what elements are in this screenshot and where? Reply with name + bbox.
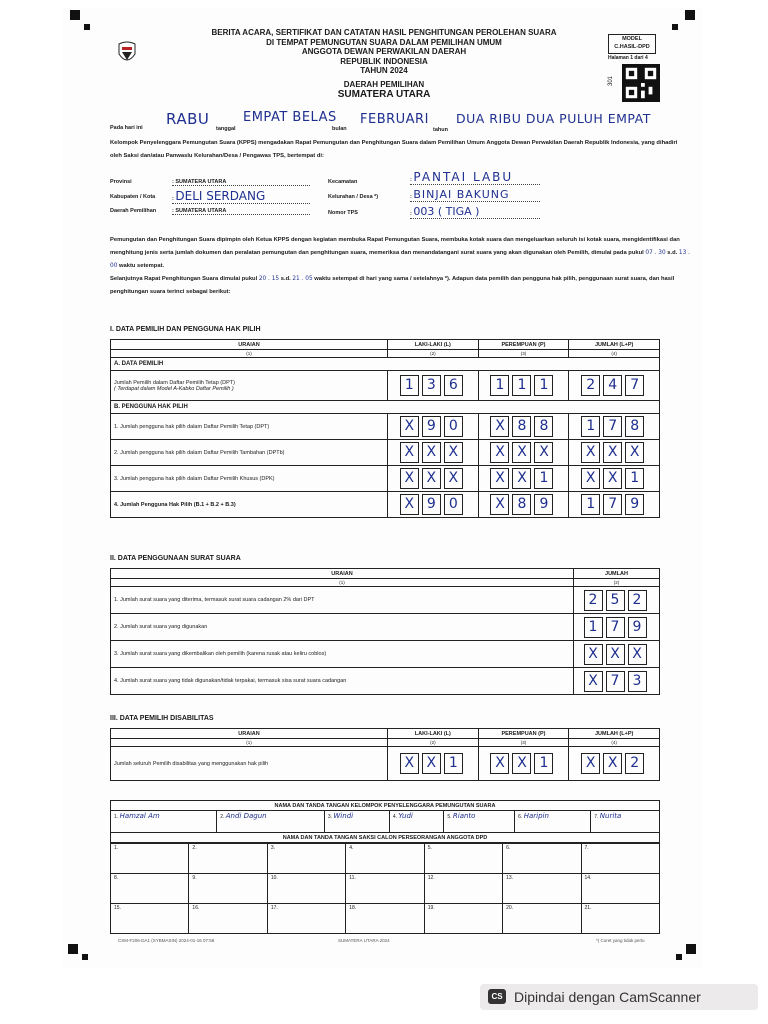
header-line-6: DAERAH PEMILIHAN [343, 79, 425, 89]
digit-box: 1 [400, 375, 419, 396]
s3-r1-j [569, 747, 660, 781]
kpps-row [111, 811, 660, 833]
s3-r1-p [478, 747, 569, 781]
digit-box: X [603, 753, 622, 774]
digit-box: 4 [603, 375, 622, 396]
digit-box: X [534, 442, 553, 463]
saksi-signature-cell: 21. [581, 904, 659, 934]
cat-a: A. DATA PEMILIH [111, 358, 660, 371]
header-line-7: SUMATERA UTARA [337, 89, 431, 100]
b4-label: 4. Jumlah Pengguna Hak Pilih (B.1 + B.2 + B.3) [111, 492, 388, 518]
saksi-signature-table [110, 843, 660, 934]
kecamatan-value: : PANTAI LABU [410, 170, 540, 185]
tps-label: Nomor TPS [328, 210, 358, 216]
digit-box: X [400, 468, 419, 489]
page-number: Halaman 1 dari 4 [608, 55, 648, 61]
camscanner-watermark [480, 984, 758, 1010]
s3-n4: (4) [569, 739, 660, 747]
kpps-number: 2. [220, 814, 226, 820]
tanggal-label: tanggal [216, 126, 236, 132]
saksi-signature-cell: 9. [189, 874, 267, 904]
header-line-4: REPUBLIK INDONESIA [340, 56, 428, 66]
saksi-signature-cell: 2. [189, 844, 267, 874]
tahun-label: tahun [433, 127, 448, 133]
digit-box: 1 [444, 753, 463, 774]
tanggal-value: EMPAT BELAS [243, 110, 337, 125]
footer-mid: SUMATERA UTARA 2024 [338, 938, 390, 943]
digit-box: X [422, 442, 441, 463]
digit-box: 2 [628, 590, 647, 611]
count-start-text: Selanjutnya Rapat Penghitungan Suara dimulai pukul [110, 276, 258, 282]
kpps-signature: Haripin [523, 812, 549, 820]
s1-n3: (3) [478, 350, 569, 358]
digit-box: X [606, 644, 625, 665]
digit-box: X [444, 468, 463, 489]
hari-value: RABU [166, 110, 210, 128]
s2-r2-value [574, 614, 660, 641]
s3-col-uraian: URAIAN [111, 729, 388, 739]
tps-text: 003 ( TIGA ) [413, 205, 480, 218]
saksi-signature-cell: 5. [424, 844, 502, 874]
s1-col-l: LAKI-LAKI (L) [388, 340, 479, 350]
kabupaten-value: : DELI SERDANG [172, 189, 310, 204]
s3-n3: (3) [478, 739, 569, 747]
provinsi-value: : SUMATERA UTARA [172, 179, 310, 186]
s3-n1: (1) [111, 739, 388, 747]
digit-box: 1 [625, 468, 644, 489]
saksi-signature-cell: 14. [581, 874, 659, 904]
b3-j [569, 466, 660, 492]
digit-box: X [584, 671, 603, 692]
kpps-number: 7. [594, 814, 600, 820]
digit-box: X [490, 753, 509, 774]
kpps-signature-cell [389, 811, 443, 833]
section-1-title: I. DATA PEMILIH DAN PENGGUNA HAK PILIH [110, 326, 261, 333]
digit-box: 1 [534, 375, 553, 396]
s3-col-l: LAKI-LAKI (L) [388, 729, 479, 739]
registration-mark-bottom-right-small [676, 954, 682, 960]
footer-right: *) Coret yang tidak perlu [596, 938, 645, 943]
digit-box: X [603, 468, 622, 489]
model-box [608, 34, 656, 54]
saksi-signature-cell: 20. [503, 904, 581, 934]
end-time-1: 13 . 00 [110, 250, 690, 269]
kpps-signature: Rianto [452, 812, 476, 820]
provinsi-label: Provinsi [110, 179, 132, 185]
time-1-tail: waktu setempat. [119, 263, 165, 269]
digit-box: X [512, 753, 531, 774]
s2-n1: (1) [111, 579, 574, 587]
s2-r1-label: 1. Jumlah surat suara yang diterima, termasuk surat suara cadangan 2% dari DPT [111, 587, 574, 614]
s2-r2-label: 2. Jumlah surat suara yang digunakan [111, 614, 574, 641]
s3-col-j: JUMLAH (L+P) [569, 729, 660, 739]
s3-col-p: PEREMPUAN (P) [478, 729, 569, 739]
saksi-signature-cell: 12. [424, 874, 502, 904]
digit-box: 9 [625, 494, 644, 515]
saksi-signature-cell: 1. [111, 844, 189, 874]
model-code: C.HASIL-DPD [614, 44, 650, 50]
section-1-table [110, 339, 660, 518]
digit-box: 8 [625, 416, 644, 437]
s2-r1-value [574, 587, 660, 614]
end-time-2: 21 . 05 [292, 276, 313, 282]
digit-box: 3 [628, 671, 647, 692]
digit-box: 9 [422, 416, 441, 437]
digit-box: 5 [606, 590, 625, 611]
digit-box: X [444, 442, 463, 463]
digit-box: 1 [534, 468, 553, 489]
digit-box: 2 [625, 753, 644, 774]
b2-label: 2. Jumlah pengguna hak pilih dalam Daftar Pemilih Tambahan (DPTb) [111, 440, 388, 466]
b4-p [478, 492, 569, 518]
digit-box: 1 [584, 617, 603, 638]
section-2-table [110, 568, 660, 695]
digit-box: 1 [581, 416, 600, 437]
s2-n2: (2) [574, 579, 660, 587]
kpps-signature-table [110, 800, 660, 843]
kabupaten-text: DELI SERDANG [175, 189, 266, 203]
kpps-signature: Nurita [599, 812, 622, 820]
dpt-p [478, 371, 569, 401]
digit-box: 9 [422, 494, 441, 515]
dpt-label [111, 371, 388, 401]
digit-box: X [400, 494, 419, 515]
registration-mark-bottom-left-small [82, 954, 88, 960]
start-time-1-sd: s.d. [667, 250, 678, 256]
header-line-2: DI TEMPAT PEMUNGUTAN SUARA DALAM PEMILIHAN UMUM [266, 37, 502, 47]
saksi-signature-cell: 16. [189, 904, 267, 934]
saksi-signature-cell: 7. [581, 844, 659, 874]
digit-box: X [400, 416, 419, 437]
model-label: MODEL [622, 36, 642, 42]
digit-box: 1 [490, 375, 509, 396]
kabupaten-label: Kabupaten / Kota [110, 194, 156, 200]
digit-box: 1 [534, 753, 553, 774]
b1-j [569, 414, 660, 440]
process-text: Pemungutan dan Penghitungan Suara dipimpin oleh Ketua KPPS dengan kegiatan membuka Rapat Pemungutan Suara, membuka kotak suara dan mengeluarkan seluruh isi kotak suara, mengidentifikasi dan menghitung jenis serta jumlah dokumen dan peralatan pemungutan dan penghitungan suara, memeriksa dan menandatangani surat suara yang akan digunakan oleh Pemilih, dimulai pada pukul [110, 237, 680, 256]
s2-r3-value [574, 641, 660, 668]
dapil-value: : SUMATERA UTARA [172, 208, 310, 215]
kecamatan-text: PANTAI LABU [413, 170, 514, 184]
kelurahan-label: Kelurahan / Desa *) [328, 194, 379, 200]
saksi-signature-cell: 19. [424, 904, 502, 934]
dapil-label: Daerah Pemilihan [110, 208, 157, 214]
footer-left: CSM-F206-DA1 (SYBMASIN) 2024-01-16 07:58 [118, 938, 215, 943]
b3-label: 3. Jumlah pengguna hak pilih dalam Daftar Pemilih Khusus (DPK) [111, 466, 388, 492]
s1-n2: (2) [388, 350, 479, 358]
kpps-signature: Windi [333, 812, 354, 820]
registration-mark-bottom-right [686, 944, 696, 954]
s2-r4-label: 4. Jumlah surat suara yang tidak digunakan/tidak terpakai, termasuk sisa surat suara cadangan [111, 668, 574, 695]
header-line-5: TAHUN 2024 [360, 66, 408, 75]
tps-code: 301 [608, 75, 615, 87]
digit-box: X [490, 494, 509, 515]
b1-l [388, 414, 479, 440]
digit-box: X [400, 442, 419, 463]
qr-code-icon [622, 64, 660, 102]
b2-j [569, 440, 660, 466]
saksi-title: NAMA DAN TANDA TANGAN SAKSI CALON PERSEORANGAN ANGGOTA DPD [111, 833, 660, 843]
dpt-l [388, 371, 479, 401]
kpps-number: 1. [114, 814, 120, 820]
kpps-signature: Hamzal Am [119, 812, 160, 820]
pada-hari-ini-label: Pada hari ini [110, 125, 143, 131]
b1-p [478, 414, 569, 440]
digit-box: X [490, 442, 509, 463]
digit-box: X [512, 442, 531, 463]
s2-col-j: JUMLAH [574, 569, 660, 579]
saksi-signature-cell: 18. [346, 904, 424, 934]
s2-r4-value [574, 668, 660, 695]
b2-p [478, 440, 569, 466]
registration-mark-top-right [685, 10, 695, 20]
start-time-1: 07 . 30 [645, 250, 666, 256]
dpt-text: Jumlah Pemilih dalam Daftar Pemilih Tetap (DPT) [114, 379, 235, 386]
digit-box: 0 [444, 416, 463, 437]
digit-box: 7 [603, 494, 622, 515]
s1-n4: (4) [569, 350, 660, 358]
s3-n2: (2) [388, 739, 479, 747]
digit-box: X [625, 442, 644, 463]
header-line-3: ANGGOTA DEWAN PERWAKILAN DAERAH [301, 47, 467, 56]
kpps-signature: Yudi [398, 812, 413, 820]
bulan-value: FEBRUARI [360, 112, 429, 127]
b4-j [569, 492, 660, 518]
digit-box: 1 [512, 375, 531, 396]
kpps-number: 6. [518, 814, 524, 820]
tahun-value: DUA RIBU DUA PULUH EMPAT [456, 111, 651, 126]
b2-l [388, 440, 479, 466]
saksi-signature-cell: 15. [111, 904, 189, 934]
s1-col-j: JUMLAH (L+P) [569, 340, 660, 350]
cat-b: B. PENGGUNA HAK PILIH [111, 401, 660, 414]
digit-box: 9 [534, 494, 553, 515]
kpps-signature-cell [591, 811, 660, 833]
digit-box: X [422, 753, 441, 774]
digit-box: X [581, 468, 600, 489]
digit-box: 7 [606, 671, 625, 692]
digit-box: 3 [422, 375, 441, 396]
kpps-number: 4. [392, 814, 399, 820]
camscanner-icon: CS [488, 989, 506, 1004]
dpt-note: ( Terdapat dalam Model A-Kabko Daftar Pemilih ) [114, 385, 234, 392]
saksi-signature-cell: 13. [503, 874, 581, 904]
dpt-j [569, 371, 660, 401]
kpps-number: 5. [447, 814, 453, 820]
s3-r1-l [388, 747, 479, 781]
digit-box: 8 [512, 494, 531, 515]
s3-r1-label: Jumlah seluruh Pemilih disabilitas yang menggunakan hak pilih [111, 747, 388, 781]
digit-box: 7 [625, 375, 644, 396]
saksi-signature-cell: 6. [503, 844, 581, 874]
digit-box: 0 [444, 494, 463, 515]
s1-col-p: PEREMPUAN (P) [478, 340, 569, 350]
saksi-signature-cell: 17. [267, 904, 345, 934]
digit-box: X [512, 468, 531, 489]
saksi-signature-cell: 10. [267, 874, 345, 904]
count-tail-text: waktu setempat di hari yang sama / setelahnya *). Adapun data pemilih dan pengguna hak pilih, penggunaan surat suara, dan hasil penghitungan suara terinci sebagai berikut: [110, 276, 675, 295]
digit-box: X [422, 468, 441, 489]
digit-box: X [490, 468, 509, 489]
bulan-label: bulan [332, 126, 347, 132]
start-time-2-sd: s.d. [280, 276, 291, 282]
section-3-title: III. DATA PEMILIH DISABILITAS [110, 715, 214, 722]
digit-box: X [490, 416, 509, 437]
s1-col-uraian: URAIAN [111, 340, 388, 350]
b3-p [478, 466, 569, 492]
section-3-table [110, 728, 660, 781]
saksi-signature-cell: 4. [346, 844, 424, 874]
b4-l [388, 492, 479, 518]
b3-l [388, 466, 479, 492]
kpps-title: NAMA DAN TANDA TANGAN KELOMPOK PENYELENGGARA PEMUNGUTAN SUARA [111, 801, 660, 811]
digit-box: X [584, 644, 603, 665]
digit-box: X [400, 753, 419, 774]
kpps-signature: Andi Dagun [225, 812, 267, 820]
kpps-signature-cell [217, 811, 325, 833]
section-2-title: II. DATA PENGGUNAAN SURAT SUARA [110, 555, 241, 562]
digit-box: 8 [512, 416, 531, 437]
digit-box: X [581, 442, 600, 463]
digit-box: X [628, 644, 647, 665]
kelurahan-value: : BINJAI BAKUNG [410, 188, 540, 202]
camscanner-text: Dipindai dengan CamScanner [514, 989, 701, 1005]
kpps-signature-cell [444, 811, 515, 833]
intro-paragraph: Kelompok Penyelenggara Pemungutan Suara (KPPS) mengadakan Rapat Pemungutan dan Penghitungan Suara dalam Pemilihan Umum Anggota Dewan Perwakilan Daerah Republik Indonesia, yang dihadiri oleh Saksi dan/atau Panwaslu Kelurahan/Desa / Pengawas TPS, bertempat di: [110, 140, 678, 159]
process-paragraph [110, 234, 690, 299]
digit-box: 7 [606, 617, 625, 638]
digit-box: 2 [581, 375, 600, 396]
start-time-2: 20 . 15 [258, 276, 280, 282]
digit-box: 6 [444, 375, 463, 396]
kecamatan-label: Kecamatan [328, 179, 358, 185]
kpps-signature-cell [111, 811, 217, 833]
header-line-1: BERITA ACARA, SERTIFIKAT DAN CATATAN HASIL PENGHITUNGAN PEROLEHAN SUARA [211, 28, 557, 37]
kelurahan-text: BINJAI BAKUNG [413, 188, 510, 201]
kpps-signature-cell [324, 811, 389, 833]
digit-box: 9 [628, 617, 647, 638]
provinsi-text: SUMATERA UTARA [175, 179, 227, 185]
registration-mark-top-left [70, 10, 80, 20]
dapil-text: SUMATERA UTARA [175, 208, 227, 214]
tps-value: : 003 ( TIGA ) [410, 205, 540, 219]
kpps-signature-cell [515, 811, 591, 833]
kpps-number: 3. [327, 814, 334, 820]
digit-box: 2 [584, 590, 603, 611]
s1-n1: (1) [111, 350, 388, 358]
digit-box: 8 [534, 416, 553, 437]
digit-box: 7 [603, 416, 622, 437]
digit-box: X [581, 753, 600, 774]
registration-mark-bottom-left [68, 944, 78, 954]
s2-r3-label: 3. Jumlah surat suara yang dikembalikan oleh pemilih (karena rusak atau keliru coblos) [111, 641, 574, 668]
digit-box: 1 [581, 494, 600, 515]
saksi-signature-cell: 11. [346, 874, 424, 904]
b1-label: 1. Jumlah pengguna hak pilih dalam Daftar Pemilih Tetap (DPT) [111, 414, 388, 440]
digit-box: X [603, 442, 622, 463]
saksi-signature-cell: 3. [267, 844, 345, 874]
saksi-signature-cell: 8. [111, 874, 189, 904]
s2-col-uraian: URAIAN [111, 569, 574, 579]
